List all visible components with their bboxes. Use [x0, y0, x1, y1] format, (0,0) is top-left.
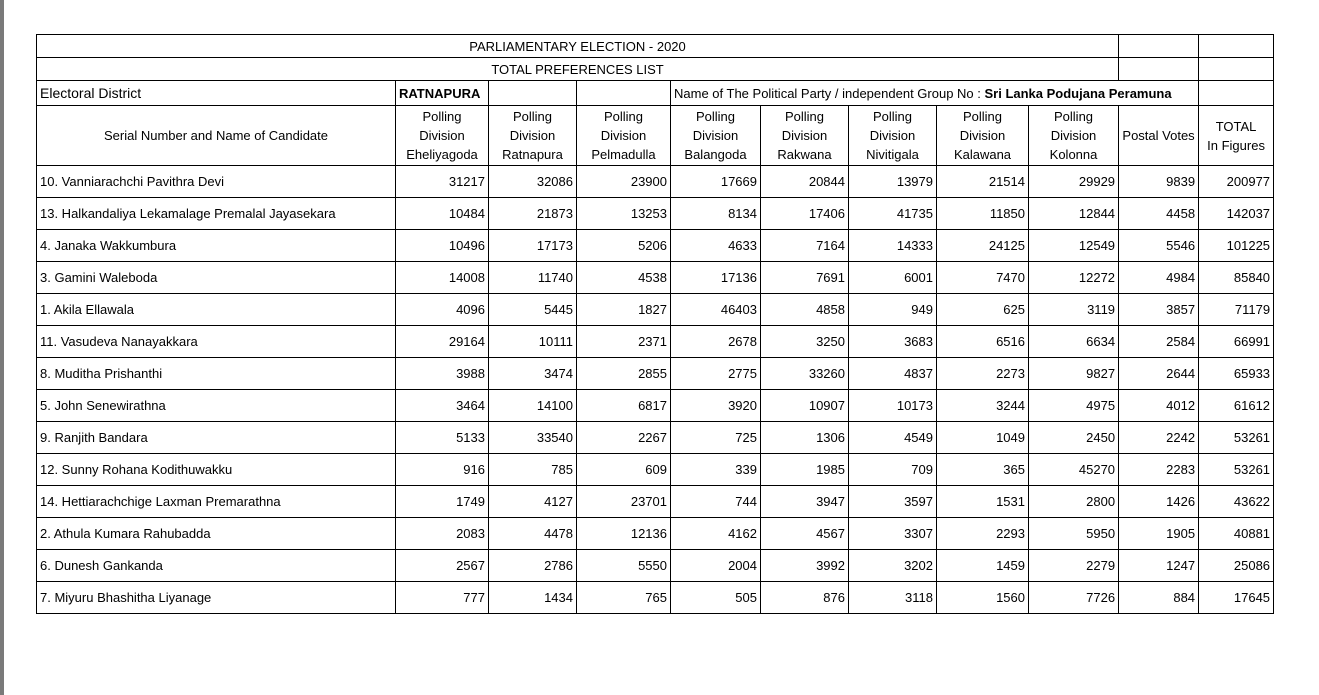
- division-header-balangoda: Polling Division Balangoda: [671, 106, 761, 166]
- division-header-eheliyagoda: Polling Division Eheliyagoda: [396, 106, 489, 166]
- votes-postal-votes: 4012: [1119, 390, 1199, 422]
- postal-votes-header: Postal Votes: [1119, 106, 1199, 166]
- candidate-name: 10. Vanniarachchi Pavithra Devi: [37, 166, 396, 198]
- votes-pelmadulla: 2371: [577, 326, 671, 358]
- table-row: [37, 454, 1274, 486]
- votes-balangoda: 725: [671, 422, 761, 454]
- votes-nivitigala: 41735: [849, 198, 937, 230]
- votes-postal-votes: 2242: [1119, 422, 1199, 454]
- votes-eheliyagoda: 916: [396, 454, 489, 486]
- votes-kalawana: 6516: [937, 326, 1029, 358]
- division-header-ratnapura: Polling Division Ratnapura: [489, 106, 577, 166]
- votes-eheliyagoda: 31217: [396, 166, 489, 198]
- total-header: TOTAL In Figures: [1199, 106, 1274, 166]
- votes-rakwana: 3992: [761, 550, 849, 582]
- votes-rakwana: 17406: [761, 198, 849, 230]
- votes-postal-votes: 2644: [1119, 358, 1199, 390]
- votes-postal-votes: 884: [1119, 582, 1199, 614]
- table-row: [37, 582, 1274, 614]
- votes-kalawana: 21514: [937, 166, 1029, 198]
- votes-pelmadulla: 23701: [577, 486, 671, 518]
- candidate-name: 3. Gamini Waleboda: [37, 262, 396, 294]
- votes-total: 71179: [1199, 294, 1274, 326]
- votes-nivitigala: 4837: [849, 358, 937, 390]
- votes-balangoda: 2775: [671, 358, 761, 390]
- votes-eheliyagoda: 777: [396, 582, 489, 614]
- blank-cell: [1199, 58, 1274, 81]
- votes-eheliyagoda: 1749: [396, 486, 489, 518]
- votes-nivitigala: 4549: [849, 422, 937, 454]
- district-row: [37, 81, 1274, 106]
- window-left-edge: [0, 0, 4, 695]
- table-row: [37, 230, 1274, 262]
- votes-eheliyagoda: 29164: [396, 326, 489, 358]
- votes-eheliyagoda: 14008: [396, 262, 489, 294]
- votes-ratnapura: 4127: [489, 486, 577, 518]
- blank-cell: [489, 81, 577, 106]
- candidate-name: 5. John Senewirathna: [37, 390, 396, 422]
- votes-kolonna: 6634: [1029, 326, 1119, 358]
- division-header-kolonna: Polling Division Kolonna: [1029, 106, 1119, 166]
- votes-eheliyagoda: 10496: [396, 230, 489, 262]
- table-row: [37, 358, 1274, 390]
- candidate-name: 9. Ranjith Bandara: [37, 422, 396, 454]
- table-row: [37, 294, 1274, 326]
- candidate-name: 4. Janaka Wakkumbura: [37, 230, 396, 262]
- table-row: [37, 518, 1274, 550]
- votes-balangoda: 4162: [671, 518, 761, 550]
- votes-pelmadulla: 2855: [577, 358, 671, 390]
- candidate-name: 14. Hettiarachchige Laxman Premarathna: [37, 486, 396, 518]
- votes-postal-votes: 5546: [1119, 230, 1199, 262]
- candidate-name: 1. Akila Ellawala: [37, 294, 396, 326]
- votes-pelmadulla: 1827: [577, 294, 671, 326]
- votes-ratnapura: 11740: [489, 262, 577, 294]
- votes-nivitigala: 3202: [849, 550, 937, 582]
- candidate-name: 6. Dunesh Gankanda: [37, 550, 396, 582]
- votes-pelmadulla: 2267: [577, 422, 671, 454]
- preferences-table: [36, 34, 1274, 614]
- votes-kolonna: 7726: [1029, 582, 1119, 614]
- votes-pelmadulla: 765: [577, 582, 671, 614]
- votes-kalawana: 1459: [937, 550, 1029, 582]
- votes-rakwana: 20844: [761, 166, 849, 198]
- votes-kalawana: 2293: [937, 518, 1029, 550]
- division-header-rakwana: Polling Division Rakwana: [761, 106, 849, 166]
- votes-postal-votes: 9839: [1119, 166, 1199, 198]
- party-label: Name of The Political Party / independent Group No :: [674, 85, 985, 101]
- blank-cell: [1199, 81, 1274, 106]
- votes-kolonna: 2800: [1029, 486, 1119, 518]
- votes-rakwana: 7164: [761, 230, 849, 262]
- party-cell: [671, 81, 1199, 106]
- votes-postal-votes: 2584: [1119, 326, 1199, 358]
- votes-total: 85840: [1199, 262, 1274, 294]
- table-row: [37, 550, 1274, 582]
- votes-postal-votes: 3857: [1119, 294, 1199, 326]
- votes-postal-votes: 1247: [1119, 550, 1199, 582]
- votes-eheliyagoda: 4096: [396, 294, 489, 326]
- votes-ratnapura: 1434: [489, 582, 577, 614]
- votes-balangoda: 505: [671, 582, 761, 614]
- votes-ratnapura: 33540: [489, 422, 577, 454]
- votes-nivitigala: 13979: [849, 166, 937, 198]
- candidate-name: 7. Miyuru Bhashitha Liyanage: [37, 582, 396, 614]
- votes-kalawana: 7470: [937, 262, 1029, 294]
- report-title: PARLIAMENTARY ELECTION - 2020: [37, 35, 1119, 58]
- blank-cell: [577, 81, 671, 106]
- votes-postal-votes: 4984: [1119, 262, 1199, 294]
- votes-balangoda: 2678: [671, 326, 761, 358]
- votes-postal-votes: 4458: [1119, 198, 1199, 230]
- votes-postal-votes: 1905: [1119, 518, 1199, 550]
- blank-cell: [1199, 35, 1274, 58]
- votes-pelmadulla: 5550: [577, 550, 671, 582]
- votes-nivitigala: 3683: [849, 326, 937, 358]
- candidate-name: 8. Muditha Prishanthi: [37, 358, 396, 390]
- votes-balangoda: 4633: [671, 230, 761, 262]
- table-row: [37, 166, 1274, 198]
- votes-ratnapura: 4478: [489, 518, 577, 550]
- votes-ratnapura: 3474: [489, 358, 577, 390]
- votes-ratnapura: 14100: [489, 390, 577, 422]
- votes-eheliyagoda: 3988: [396, 358, 489, 390]
- votes-kolonna: 5950: [1029, 518, 1119, 550]
- votes-ratnapura: 2786: [489, 550, 577, 582]
- votes-balangoda: 46403: [671, 294, 761, 326]
- votes-ratnapura: 785: [489, 454, 577, 486]
- votes-balangoda: 2004: [671, 550, 761, 582]
- votes-rakwana: 4567: [761, 518, 849, 550]
- votes-rakwana: 1985: [761, 454, 849, 486]
- votes-kolonna: 2450: [1029, 422, 1119, 454]
- votes-total: 101225: [1199, 230, 1274, 262]
- votes-kolonna: 9827: [1029, 358, 1119, 390]
- votes-balangoda: 17669: [671, 166, 761, 198]
- votes-kolonna: 12844: [1029, 198, 1119, 230]
- subtitle-row: [37, 58, 1274, 81]
- votes-eheliyagoda: 3464: [396, 390, 489, 422]
- table-row: [37, 422, 1274, 454]
- candidate-name: 13. Halkandaliya Lekamalage Premalal Jayasekara: [37, 198, 396, 230]
- votes-kolonna: 45270: [1029, 454, 1119, 486]
- votes-total: 61612: [1199, 390, 1274, 422]
- votes-nivitigala: 14333: [849, 230, 937, 262]
- votes-total: 53261: [1199, 422, 1274, 454]
- votes-ratnapura: 10111: [489, 326, 577, 358]
- votes-pelmadulla: 4538: [577, 262, 671, 294]
- electoral-district-value: RATNAPURA: [396, 81, 489, 106]
- votes-rakwana: 4858: [761, 294, 849, 326]
- votes-kolonna: 12272: [1029, 262, 1119, 294]
- blank-cell: [1119, 35, 1199, 58]
- division-header-nivitigala: Polling Division Nivitigala: [849, 106, 937, 166]
- candidate-name: 12. Sunny Rohana Kodithuwakku: [37, 454, 396, 486]
- votes-balangoda: 339: [671, 454, 761, 486]
- votes-kalawana: 1560: [937, 582, 1029, 614]
- votes-ratnapura: 5445: [489, 294, 577, 326]
- party-name: Sri Lanka Podujana Peramuna: [984, 85, 1172, 101]
- votes-eheliyagoda: 5133: [396, 422, 489, 454]
- votes-total: 65933: [1199, 358, 1274, 390]
- votes-nivitigala: 949: [849, 294, 937, 326]
- candidate-name: 11. Vasudeva Nanayakkara: [37, 326, 396, 358]
- votes-pelmadulla: 6817: [577, 390, 671, 422]
- votes-nivitigala: 10173: [849, 390, 937, 422]
- votes-kalawana: 1049: [937, 422, 1029, 454]
- votes-total: 53261: [1199, 454, 1274, 486]
- table-row: [37, 326, 1274, 358]
- votes-kalawana: 625: [937, 294, 1029, 326]
- votes-nivitigala: 3307: [849, 518, 937, 550]
- votes-total: 17645: [1199, 582, 1274, 614]
- votes-postal-votes: 2283: [1119, 454, 1199, 486]
- table-row: [37, 486, 1274, 518]
- votes-nivitigala: 3118: [849, 582, 937, 614]
- votes-balangoda: 17136: [671, 262, 761, 294]
- votes-eheliyagoda: 2567: [396, 550, 489, 582]
- votes-eheliyagoda: 10484: [396, 198, 489, 230]
- votes-kolonna: 2279: [1029, 550, 1119, 582]
- votes-kalawana: 24125: [937, 230, 1029, 262]
- votes-pelmadulla: 609: [577, 454, 671, 486]
- blank-cell: [1119, 58, 1199, 81]
- votes-pelmadulla: 5206: [577, 230, 671, 262]
- votes-rakwana: 7691: [761, 262, 849, 294]
- votes-rakwana: 3947: [761, 486, 849, 518]
- votes-ratnapura: 21873: [489, 198, 577, 230]
- votes-rakwana: 1306: [761, 422, 849, 454]
- votes-postal-votes: 1426: [1119, 486, 1199, 518]
- votes-nivitigala: 3597: [849, 486, 937, 518]
- votes-kalawana: 11850: [937, 198, 1029, 230]
- votes-kolonna: 29929: [1029, 166, 1119, 198]
- votes-kalawana: 3244: [937, 390, 1029, 422]
- votes-kolonna: 4975: [1029, 390, 1119, 422]
- candidate-column-header: Serial Number and Name of Candidate: [37, 106, 396, 166]
- votes-kolonna: 12549: [1029, 230, 1119, 262]
- votes-kolonna: 3119: [1029, 294, 1119, 326]
- votes-total: 43622: [1199, 486, 1274, 518]
- column-header-row: [37, 106, 1274, 166]
- table-row: [37, 262, 1274, 294]
- division-header-kalawana: Polling Division Kalawana: [937, 106, 1029, 166]
- votes-rakwana: 33260: [761, 358, 849, 390]
- candidate-name: 2. Athula Kumara Rahubadda: [37, 518, 396, 550]
- votes-nivitigala: 6001: [849, 262, 937, 294]
- votes-balangoda: 744: [671, 486, 761, 518]
- votes-total: 66991: [1199, 326, 1274, 358]
- votes-kalawana: 1531: [937, 486, 1029, 518]
- title-row: [37, 35, 1274, 58]
- votes-rakwana: 3250: [761, 326, 849, 358]
- votes-total: 142037: [1199, 198, 1274, 230]
- votes-rakwana: 876: [761, 582, 849, 614]
- votes-eheliyagoda: 2083: [396, 518, 489, 550]
- votes-total: 200977: [1199, 166, 1274, 198]
- division-header-pelmadulla: Polling Division Pelmadulla: [577, 106, 671, 166]
- votes-total: 25086: [1199, 550, 1274, 582]
- votes-rakwana: 10907: [761, 390, 849, 422]
- votes-ratnapura: 32086: [489, 166, 577, 198]
- report-subtitle: TOTAL PREFERENCES LIST: [37, 58, 1119, 81]
- votes-balangoda: 8134: [671, 198, 761, 230]
- electoral-district-label: Electoral District: [37, 81, 396, 106]
- votes-balangoda: 3920: [671, 390, 761, 422]
- votes-pelmadulla: 12136: [577, 518, 671, 550]
- votes-kalawana: 365: [937, 454, 1029, 486]
- votes-total: 40881: [1199, 518, 1274, 550]
- votes-ratnapura: 17173: [489, 230, 577, 262]
- votes-pelmadulla: 23900: [577, 166, 671, 198]
- votes-kalawana: 2273: [937, 358, 1029, 390]
- table-row: [37, 390, 1274, 422]
- votes-pelmadulla: 13253: [577, 198, 671, 230]
- votes-nivitigala: 709: [849, 454, 937, 486]
- table-row: [37, 198, 1274, 230]
